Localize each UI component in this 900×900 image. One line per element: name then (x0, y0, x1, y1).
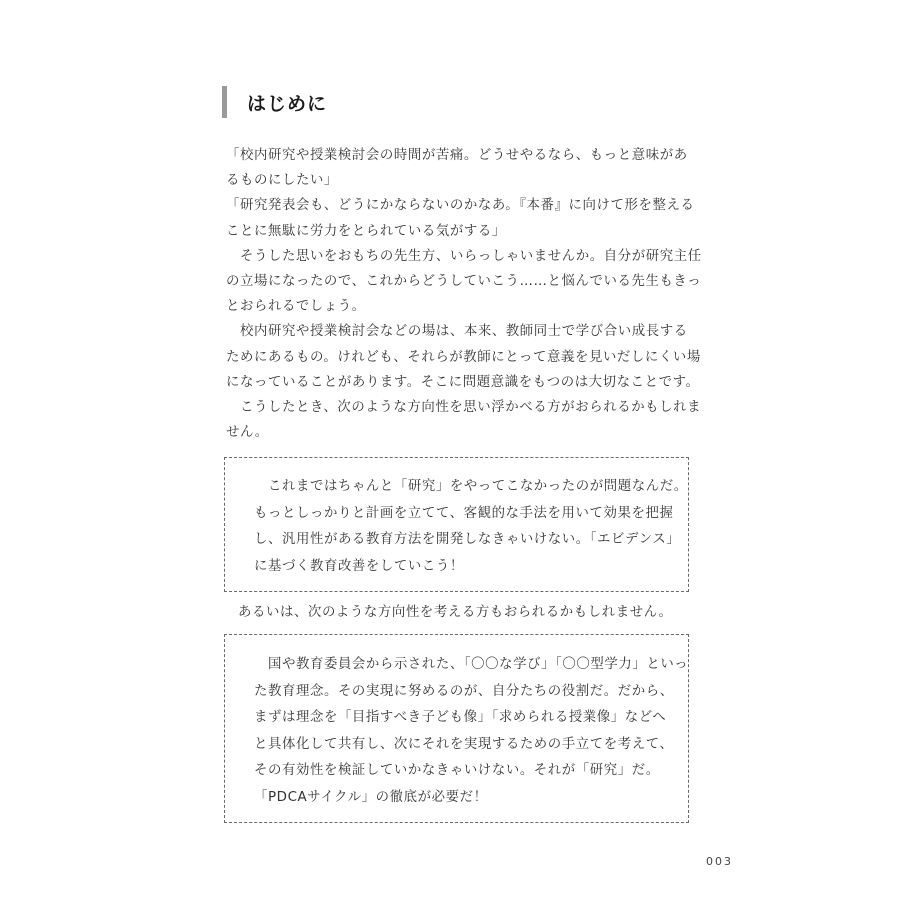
body-text (226, 143, 702, 445)
body-line: になっていることがあります。そこに問題意識をもつのは大切なことです。 (226, 374, 700, 390)
quote-line: し、汎用性がある教育方法を開発しなきゃいけない。「エビデンス」 (254, 532, 681, 547)
quote-box-evidence (224, 457, 689, 592)
quote-box-text (254, 652, 688, 811)
body-line: とおられるでしょう。 (226, 299, 366, 315)
section-heading (222, 86, 327, 118)
page-number: 003 (706, 855, 733, 868)
quote-line: 国や教育委員会から示された、「〇〇な学び」「〇〇型学力」といっ (254, 657, 689, 672)
quote-line: その有効性を検証していかなきゃいけない。それが「研究」だ。 (254, 763, 660, 778)
body-line: 「校内研究や授業検討会の時間が苦痛。どうせやるなら、もっと意味があ (226, 148, 688, 163)
body-line: 「研究発表会も、どうにかならないのかなあ。『本番』に向けて形を整える (226, 198, 695, 214)
body-line: るものにしたい」 (226, 173, 338, 189)
body-line: ためにあるもの。けれども、それらが教師にとって意義を見いだしにくい場 (226, 349, 701, 365)
heading-accent-bar (222, 86, 227, 118)
body-line: ことに無駄に労力をとられている気がする」 (226, 223, 506, 239)
quote-line: 「PDCAサイクル」の徹底が必要だ！ (254, 789, 488, 805)
quote-box-text (254, 474, 688, 580)
body-line: そうした思いをおもちの先生方、いらっしゃいませんか。自分が研究主任 (226, 248, 702, 264)
quote-line: に基づく教育改善をしていこう！ (254, 558, 464, 574)
body-line: こうしたとき、次のような方向性を思い浮かべる方がおられるかもしれま (226, 400, 702, 416)
quote-line: もっとしっかりと計画を立てて、客観的な手法を用いて効果を把握 (254, 505, 674, 521)
quote-line: た教育理念。その実現に努めるのが、自分たちの役割だ。だから、 (254, 683, 674, 699)
quote-line: これまではちゃんと「研究」をやってこなかったのが問題なんだ。 (254, 479, 688, 494)
quote-box-pdca (224, 634, 689, 823)
body-line: 校内研究や授業検討会などの場は、本来、教師同士で学び合い成長する (226, 324, 688, 340)
quote-line: と具体化して共有し、次にそれを実現するための手立てを考えて、 (254, 736, 674, 752)
transition-sentence: あるいは、次のような方向性を考える方もおられるかもしれません。 (238, 605, 673, 620)
section-title: はじめに (247, 92, 328, 115)
body-line: せん。 (226, 425, 269, 441)
quote-line: まずは理念を「目指すべき子ども像」「求められる授業像」などへ (254, 710, 667, 725)
body-line: の立場になったので、これからどうしていこう……と悩んでいる先生もきっ (226, 274, 702, 290)
